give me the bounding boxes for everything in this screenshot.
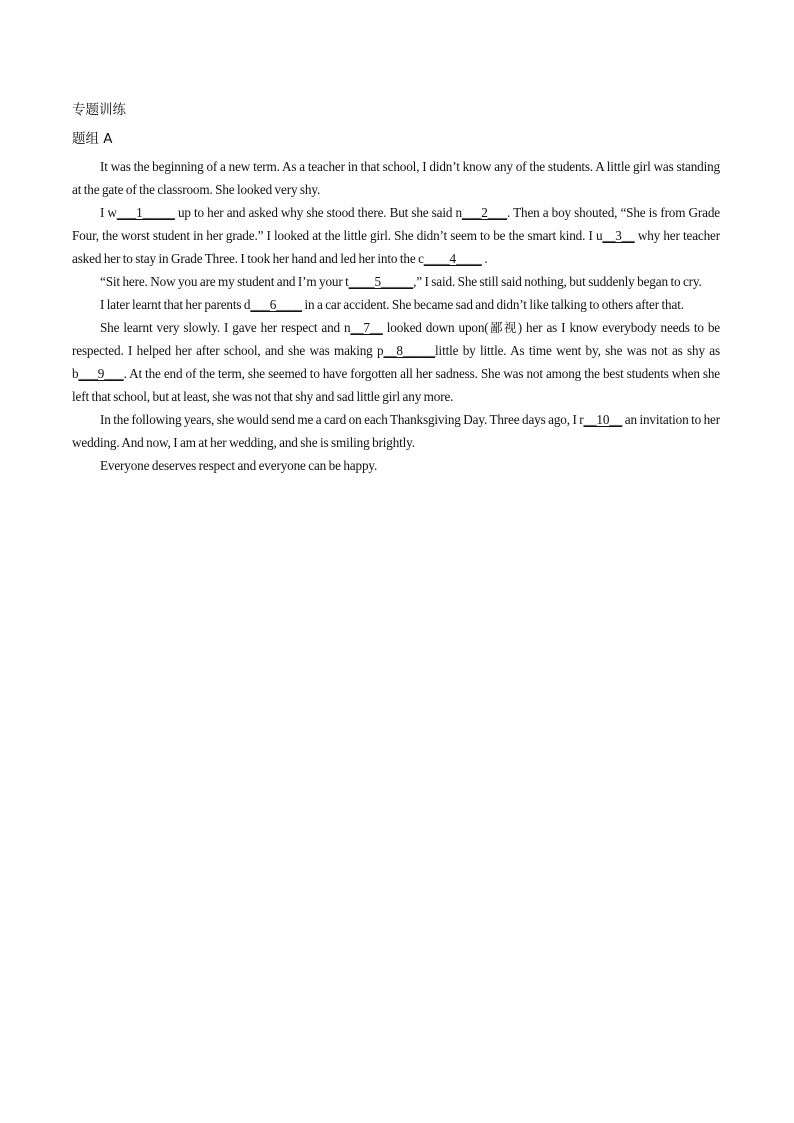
- document-page: [72, 100, 720, 477]
- paragraph-text: She learnt very slowly. I gave her respect and n: [100, 320, 351, 335]
- blank-7: __7__: [350, 320, 383, 335]
- paragraph-text: in a car accident. She became sad and didn’t like talking to others after that.: [301, 297, 684, 312]
- section-title: 专题训练: [72, 102, 126, 118]
- paragraph-1: [72, 155, 720, 201]
- paragraph-text: an invitation to her wedding. And now, I am at her wedding, and she is smiling brightly.: [72, 412, 720, 450]
- paragraph-text: ) her as I know everybody needs to be respected. I helped her after school, and she was making p: [72, 320, 721, 358]
- group-title: 题组 A: [72, 131, 113, 147]
- blank-9: ___9___: [78, 366, 124, 381]
- paragraph-text: It was the beginning of a new term. As a teacher in that school, I didn’t know any of the students. A little girl was standing at the gate of the classroom. She looked very shy.: [72, 159, 720, 197]
- paragraph-3: [72, 270, 720, 293]
- blank-2: ___2___: [461, 205, 508, 220]
- blank-8: __8_____: [383, 343, 436, 358]
- blank-1: ___1_____: [116, 205, 175, 220]
- paragraph-text: .: [481, 251, 488, 266]
- paragraph-text: up to her and asked why she stood there. But she said n: [174, 205, 462, 220]
- blank-3: __3__: [602, 228, 635, 243]
- paragraph-7: [72, 454, 720, 477]
- paragraph-text: looked down upon(: [382, 320, 489, 335]
- blank-4: ____4____: [423, 251, 482, 266]
- paragraph-text: “Sit here. Now you are my student and I’m your t: [100, 274, 349, 289]
- blank-10: __10__: [583, 412, 623, 427]
- paragraph-5: [72, 316, 720, 408]
- paragraph-text: . At the end of the term, she seemed to have forgotten all her sadness. She was not among the best students when she left that school, but at least, she was not that shy and sad little girl any more.: [72, 366, 720, 404]
- paragraph-6: [72, 408, 720, 454]
- paragraph-text: I later learnt that her parents d: [100, 297, 251, 312]
- paragraph-text: little by little. As time went by, she was not as shy as b: [72, 343, 720, 381]
- paragraph-text: . Then a boy shouted, “She is from Grade Four, the worst student in her grade.” I looked at the little girl. She didn’t seem to be the smart kind. I u: [72, 205, 720, 243]
- paragraph-text: ,” I said. She still said nothing, but suddenly began to cry.: [413, 274, 702, 289]
- paragraph-text: I w: [100, 205, 117, 220]
- paragraph-text: why her teacher asked her to stay in Grade Three. I took her hand and led her into the c: [72, 228, 720, 266]
- blank-5: ____5_____: [348, 274, 414, 289]
- paragraph-4: [72, 293, 720, 316]
- paragraph-text: In the following years, she would send me a card on each Thanksgiving Day. Three days ago, I r: [100, 412, 584, 427]
- paragraph-text: Everyone deserves respect and everyone can be happy.: [100, 458, 378, 473]
- blank-6: ___6____: [250, 297, 302, 312]
- chinese-gloss: 鄙视: [488, 320, 518, 335]
- paragraph-2: [72, 201, 720, 270]
